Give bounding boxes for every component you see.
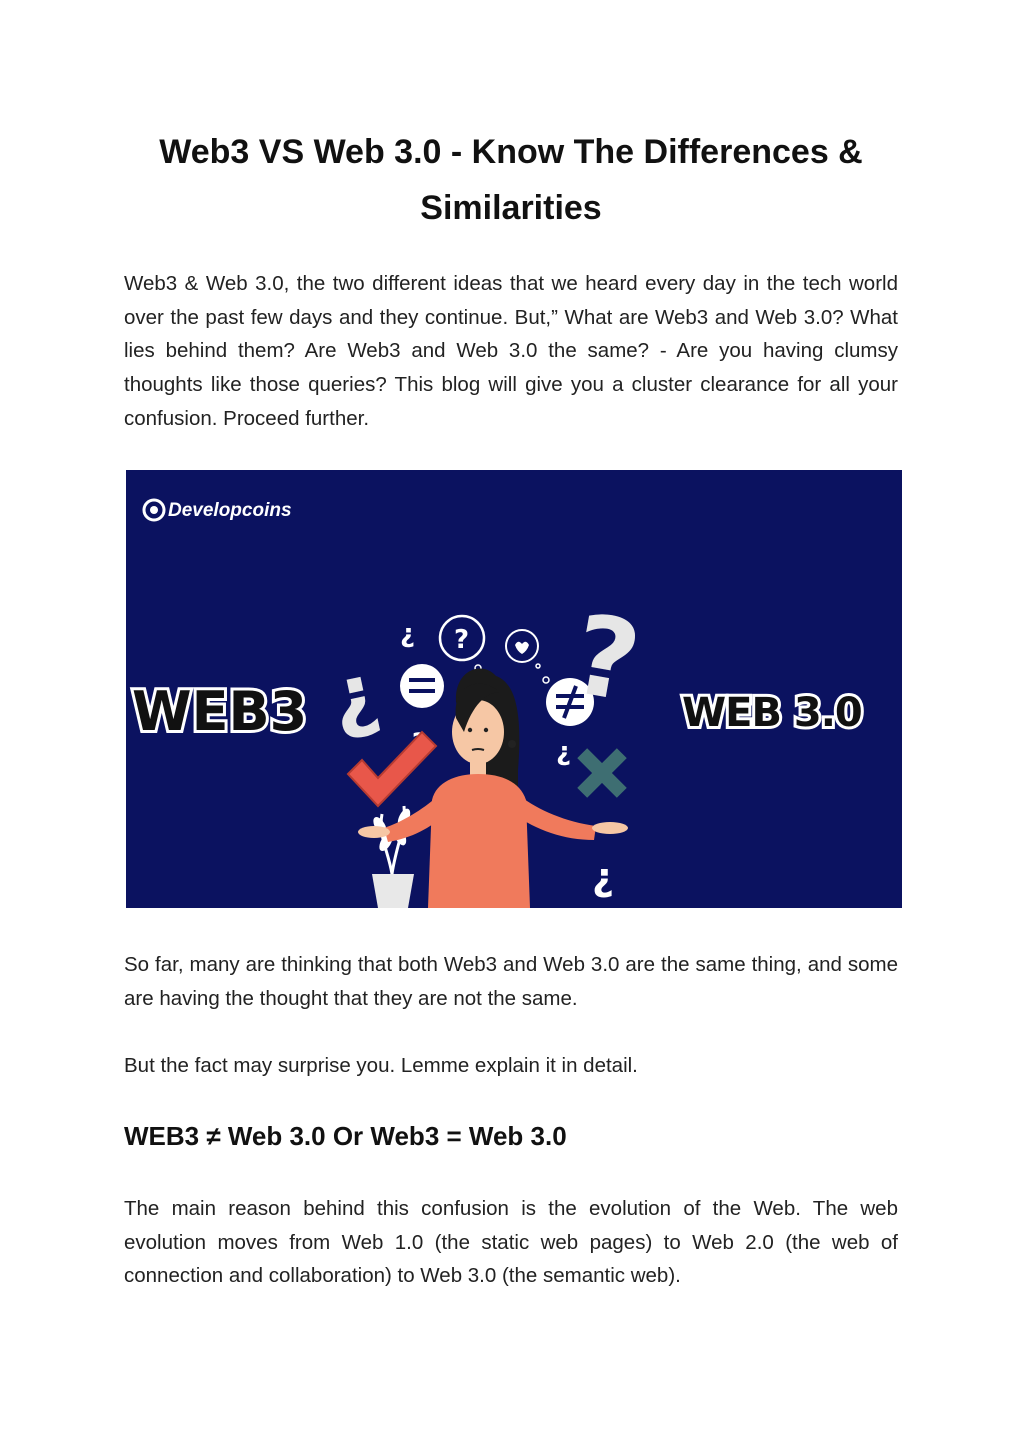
svg-text:?: ? [454, 625, 470, 655]
inverted-question-right-icon: ¿ [556, 737, 572, 767]
inverted-question-bottom-icon: ¿ [592, 855, 615, 899]
web3-label: WEB3 [132, 680, 308, 743]
document-title [120, 124, 902, 236]
section-heading: WEB3 ≠ Web 3.0 Or Web3 = Web 3.0 [124, 1121, 567, 1151]
inverted-question-icon: ¿ [321, 644, 387, 746]
paragraph-evolution: The main reason behind this confusion is the evolution of the Web. The web evolution moves from Web 1.0 (the static web pages) to Web 2.0 (the web of connection and collaboration) to Web 3.0 (the semantic web). [124, 1197, 898, 1288]
intro-paragraph: Web3 & Web 3.0, the two different ideas that we heard every day in the tech world over the past few days and they continue. But,” What are Web3 and Web 3.0? What lies behind them? Are Web3 and Web 3.0 the same? - Are you having clumsy thoughts like those queries? This blog will give you a cluster clearance for all your confusion. Proceed further. [124, 272, 898, 430]
small-inverted-question-icon: ¿ [400, 619, 416, 649]
hero-illustration [126, 470, 902, 908]
web-3-0-label: WEB 3.0 [682, 690, 862, 736]
big-question-icon: ? [563, 589, 649, 728]
paragraph-same-thing: So far, many are thinking that both Web3 and Web 3.0 are the same thing, and some are having the thought that they are not the same. [124, 953, 898, 1010]
title-line-2: Similarities [420, 189, 602, 227]
logo-text: Developcoins [168, 500, 292, 521]
title-line-1: Web3 VS Web 3.0 - Know The Differences & [159, 133, 863, 171]
equals-bubble-icon [400, 664, 444, 708]
paragraph-surprise: But the fact may surprise you. Lemme explain it in detail. [124, 1054, 638, 1077]
